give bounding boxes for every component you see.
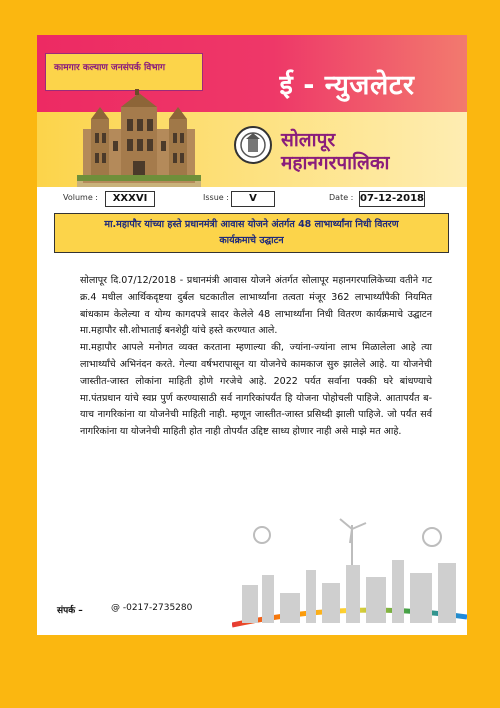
article-paragraph: मा.महापौर आपले मनोगत व्यक्त करताना म्हणाल्या की, ज्यांना-ज्यांना लाभ मिळालेला आहे त्या लाभार्थ्यांचे अभिनंदन करते. गेल्या वर्षभरापासून या योजनेचे कामकाज सुरु झालेले आहे. या योजनेची जास्तीत-जास्त लोकांना माहिती होणे गरजेचे आहे. 2022 पर्यत सर्वाना पक्की घरे बांधण्याचे मा.पंतप्रधान यांचे स्वप्न पुर्ण करण्यासाठी सर्व नागरिकांपर्यंत हि योजना पोहोचली पाहिजे. आतापर्यंत ब-याच नागरिकांना या योजनेची माहिती नाही. म्हणून जास्तीत-जास्त प्रसिध्दी झाली पाहिजे. जो पर्यंत सर्व नागरिकांना या योजनेची माहिती होत नाही तोपर्यंत उद्दिष्ट साध्य होणार नाही असे माझे मत आहे.: [80, 342, 432, 438]
issue-value: V: [231, 191, 275, 207]
newsletter-title: ई - न्युजलेटर: [279, 70, 415, 101]
date-label: Date :: [329, 193, 354, 202]
contact-label: संपर्क –: [57, 606, 83, 616]
municipal-building-image: [77, 89, 201, 189]
city-name-line2: महानगरपालिका: [281, 152, 390, 174]
contact-phone: @ -0217-2735280: [111, 603, 193, 613]
municipal-seal-icon: [233, 125, 273, 165]
footer-city-illustration: [232, 515, 467, 635]
department-box: [45, 53, 203, 91]
headline-line2: कार्यक्रमाचे उद्घाटन: [219, 235, 284, 246]
city-name-line1: सोलापूर: [281, 129, 336, 151]
department-name: कामगार कल्याण जनसंपर्क विभाग: [54, 63, 166, 73]
issue-label: Issue :: [203, 193, 229, 202]
headline-box: [54, 213, 449, 253]
newsletter-page: [37, 35, 467, 635]
article-paragraph: सोलापूर दि.07/12/2018 - प्रधानमंत्री आवास योजने अंतर्गत सोलापूर महानगरपालिकेच्या वतीने गट क्र.4 मधील आर्थिकदृष्टया दुर्बल घटकातील लाभार्थ्यांना तत्वता मंजूर 362 लाभार्थ्यांपैकी नियमित बांधकाम केलेल्या व योग्य कागदपत्रे सादर केलेले 48 लाभार्थ्यांना निधी वितरण कार्यक्रमाचे उद्घाटन मा.महापौर सौ.शोभाताई बनशेट्टी यांचे हस्ते करण्यात आले.: [80, 275, 432, 337]
volume-value: XXXVI: [105, 191, 155, 207]
city-corporation-name: [281, 129, 389, 175]
headline-line1: मा.महापौर यांच्या हस्ते प्रधानमंत्री आवास योजने अंतर्गत 48 लाभार्थ्यांना निधी वितरण: [104, 219, 399, 230]
article-body: [80, 273, 432, 441]
date-value: 07-12-2018: [359, 191, 425, 207]
volume-label: Volume :: [63, 193, 98, 202]
issue-meta-row: [37, 187, 467, 211]
